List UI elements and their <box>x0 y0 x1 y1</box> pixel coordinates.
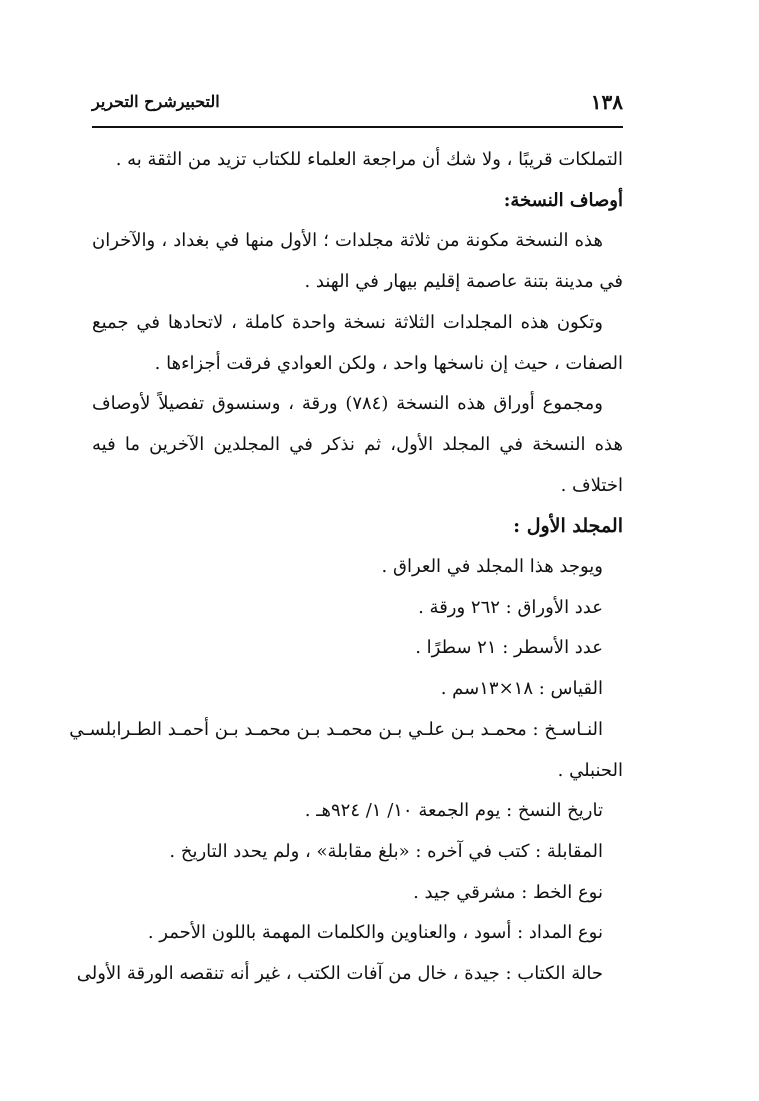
body-line: الحنبلي . <box>557 759 623 781</box>
body-line: القياس : ١٨×١٣سم . <box>440 678 603 700</box>
body-line: المقابلة : كتب في آخره : «بلغ مقابلة» ، ولم يحدد التاريخ . <box>169 840 603 862</box>
body-line: في مدينة بتنة عاصمة إقليم بيهار في الهند . <box>304 271 623 293</box>
page-body <box>69 140 623 995</box>
page-number: ١٣٨ <box>590 90 623 114</box>
body-line: تاريخ النسخ : يوم الجمعة ١٠/ ١/ ٩٢٤هـ . <box>304 800 603 822</box>
running-header <box>92 88 623 122</box>
body-line: النـاسـخ : محمـد بـن علـي بـن محمـد بـن محمـد بـن أحمـد الطـرابلسـي <box>69 718 603 740</box>
body-line: هذه النسخة في المجلد الأول، ثم نذكر في المجلدين الآخرين ما فيه <box>92 433 623 455</box>
body-line: ومجموع أوراق هذه النسخة (٧٨٤) ورقة ، وسنسوق تفصيلاً لأوصاف <box>92 393 603 415</box>
body-line: وتكون هذه المجلدات الثلاثة نسخة واحدة كاملة ، لاتحادها في جميع <box>92 311 603 333</box>
body-line: اختلاف . <box>560 474 623 496</box>
header-rule <box>92 126 623 128</box>
body-line: هذه النسخة مكونة من ثلاثة مجلدات ؛ الأول منها في بغداد ، والآخران <box>92 230 603 252</box>
body-line: نوع الخط : مشرقي جيد . <box>413 881 603 903</box>
running-title: التحبيرشرح التحرير <box>92 92 220 111</box>
section-heading-descriptions: أوصاف النسخة: <box>503 189 623 211</box>
body-line: عدد الأوراق : ٢٦٢ ورقة . <box>418 596 603 618</box>
body-line: عدد الأسطر : ٢١ سطرًا . <box>415 637 603 659</box>
section-heading-volume-one: المجلد الأول : <box>513 515 623 538</box>
body-line: نوع المداد : أسود ، والعناوين والكلمات المهمة باللون الأحمر . <box>147 922 603 944</box>
body-line: الصفات ، حيث إن ناسخها واحد ، ولكن العوادي فرقت أجزاءها . <box>154 352 623 374</box>
body-line: التملكات قريبًا ، ولا شك أن مراجعة العلماء للكتاب تزيد من الثقة به . <box>115 149 623 170</box>
body-line: حالة الكتاب : جيدة ، خال من آفات الكتب ، غير أنه تنقصه الورقة الأولى <box>76 963 603 985</box>
body-line: ويوجد هذا المجلد في العراق . <box>381 556 603 578</box>
